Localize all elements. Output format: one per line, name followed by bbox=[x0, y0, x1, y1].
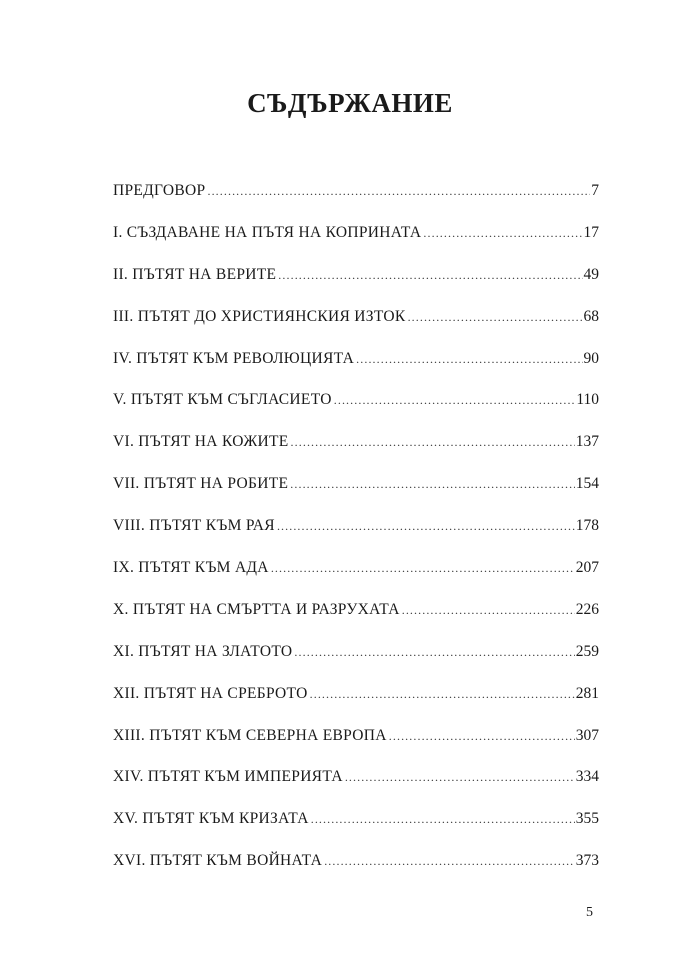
toc-entry bbox=[113, 852, 599, 894]
toc-entry-page: 178 bbox=[575, 517, 599, 535]
toc-entry bbox=[113, 810, 599, 852]
table-of-contents bbox=[113, 182, 599, 894]
toc-entry-label: IV. ПЪТЯТ КЪМ РЕВОЛЮЦИЯТА bbox=[113, 349, 355, 367]
toc-leader-dots bbox=[324, 854, 575, 869]
toc-leader-dots bbox=[310, 687, 575, 702]
toc-entry-page: 307 bbox=[575, 726, 599, 744]
toc-entry bbox=[113, 350, 599, 392]
toc-entry-page: 154 bbox=[575, 475, 599, 493]
toc-leader-dots bbox=[294, 645, 574, 660]
toc-leader-dots bbox=[290, 477, 574, 492]
toc-leader-dots bbox=[423, 226, 582, 241]
toc-entry-page: 49 bbox=[583, 265, 599, 283]
toc-entry-label: V. ПЪТЯТ КЪМ СЪГЛАСИЕТО bbox=[113, 391, 332, 409]
toc-entry-label: XIV. ПЪТЯТ КЪМ ИМПЕРИЯТА bbox=[113, 768, 343, 786]
toc-entry-page: 281 bbox=[575, 684, 599, 702]
toc-entry-page: 68 bbox=[583, 307, 599, 325]
toc-entry-page: 207 bbox=[575, 559, 599, 577]
toc-entry-label: ПРЕДГОВОР bbox=[113, 182, 206, 199]
toc-entry-label: IX. ПЪТЯТ КЪМ АДА bbox=[113, 559, 269, 577]
toc-entry bbox=[113, 391, 599, 433]
toc-leader-dots bbox=[402, 603, 575, 618]
toc-entry bbox=[113, 559, 599, 601]
toc-entry bbox=[113, 685, 599, 727]
toc-leader-dots bbox=[345, 770, 575, 785]
toc-entry-label: I. СЪЗДАВАНЕ НА ПЪТЯ НА КОПРИНАТА bbox=[113, 223, 422, 241]
toc-entry-page: 226 bbox=[575, 600, 599, 618]
toc-entry-label: XIII. ПЪТЯТ КЪМ СЕВЕРНА ЕВРОПА bbox=[113, 726, 387, 744]
toc-entry bbox=[113, 308, 599, 350]
toc-leader-dots bbox=[311, 812, 575, 827]
toc-leader-dots bbox=[356, 352, 582, 367]
toc-leader-dots bbox=[207, 184, 590, 199]
toc-entry bbox=[113, 768, 599, 810]
toc-entry bbox=[113, 224, 599, 266]
toc-leader-dots bbox=[271, 561, 575, 576]
page-title: СЪДЪРЖАНИЕ bbox=[247, 88, 453, 118]
toc-entry-page: 17 bbox=[583, 223, 599, 241]
toc-leader-dots bbox=[334, 393, 576, 408]
toc-entry bbox=[113, 182, 599, 224]
toc-entry-page: 355 bbox=[575, 810, 599, 828]
toc-leader-dots bbox=[277, 519, 575, 534]
toc-entry-page: 259 bbox=[575, 642, 599, 660]
toc-entry-label: II. ПЪТЯТ НА ВЕРИТЕ bbox=[113, 265, 277, 283]
toc-entry bbox=[113, 475, 599, 517]
toc-entry-label: XII. ПЪТЯТ НА СРЕБРОТО bbox=[113, 684, 308, 702]
toc-entry-label: XI. ПЪТЯТ НА ЗЛАТОТО bbox=[113, 642, 293, 660]
toc-entry bbox=[113, 643, 599, 685]
toc-entry-page: 110 bbox=[576, 391, 599, 409]
page-number: 5 bbox=[586, 905, 593, 920]
toc-entry-label: X. ПЪТЯТ НА СМЪРТТА И РАЗРУХАТА bbox=[113, 600, 400, 618]
toc-leader-dots bbox=[278, 268, 582, 283]
toc-entry-page: 334 bbox=[575, 768, 599, 786]
toc-entry bbox=[113, 266, 599, 308]
toc-entry bbox=[113, 601, 599, 643]
toc-entry bbox=[113, 433, 599, 475]
toc-entry-label: VII. ПЪТЯТ НА РОБИТЕ bbox=[113, 475, 289, 493]
toc-entry-page: 7 bbox=[591, 182, 599, 199]
toc-entry-label: VIII. ПЪТЯТ КЪМ РАЯ bbox=[113, 517, 275, 535]
toc-entry bbox=[113, 727, 599, 769]
toc-entry-page: 90 bbox=[583, 349, 599, 367]
toc-entry-page: 137 bbox=[575, 433, 599, 451]
toc-entry-label: VI. ПЪТЯТ НА КОЖИТЕ bbox=[113, 433, 289, 451]
toc-entry-label: XV. ПЪТЯТ КЪМ КРИЗАТА bbox=[113, 810, 309, 828]
toc-leader-dots bbox=[408, 310, 583, 325]
toc-entry-label: XVI. ПЪТЯТ КЪМ ВОЙНАТА bbox=[113, 852, 323, 870]
toc-entry bbox=[113, 517, 599, 559]
toc-leader-dots bbox=[389, 729, 575, 744]
toc-leader-dots bbox=[291, 435, 575, 450]
toc-entry-page: 373 bbox=[575, 852, 599, 870]
toc-entry-label: III. ПЪТЯТ ДО ХРИСТИЯНСКИЯ ИЗТОК bbox=[113, 307, 406, 325]
